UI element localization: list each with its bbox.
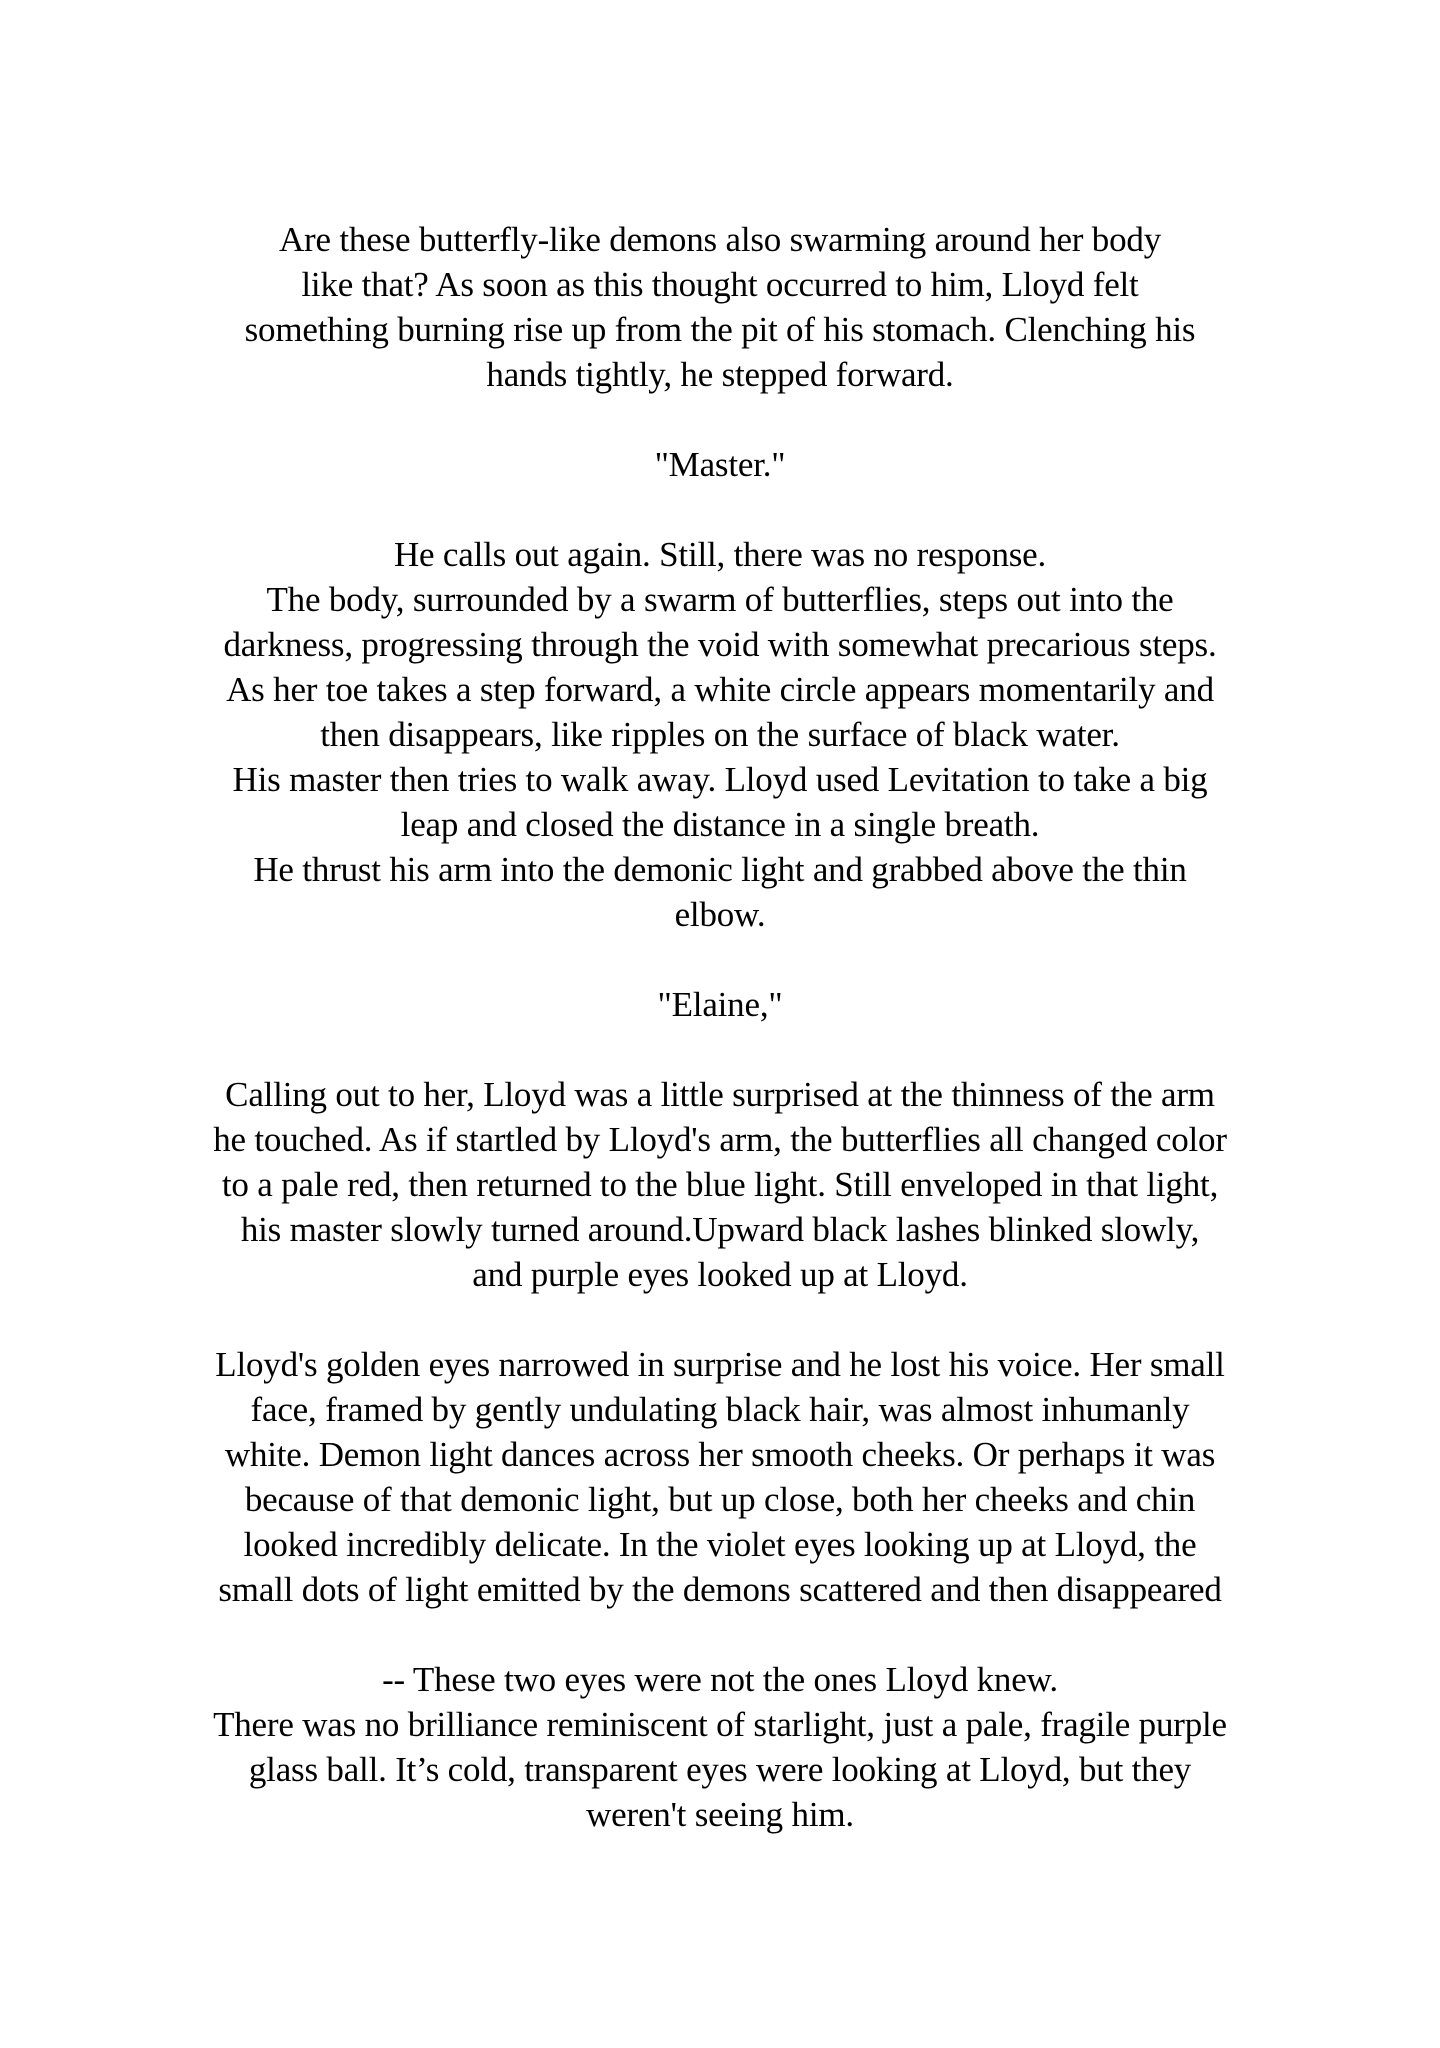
text-line: he touched. As if startled by Lloyd's arm, the butterflies all changed color xyxy=(213,1120,1227,1159)
text-line: and purple eyes looked up at Lloyd. xyxy=(472,1255,968,1294)
text-line: There was no brilliance reminiscent of starlight, just a pale, fragile purple xyxy=(213,1705,1227,1744)
text-line: "Master." xyxy=(654,445,786,484)
text-line: white. Demon light dances across her smooth cheeks. Or perhaps it was xyxy=(224,1435,1216,1474)
text-line: face, framed by gently undulating black hair, was almost inhumanly xyxy=(250,1390,1190,1429)
text-line: Lloyd's golden eyes narrowed in surprise and he lost his voice. Her small xyxy=(215,1345,1225,1384)
text-line: His master then tries to walk away. Lloyd used Levitation to take a big xyxy=(232,760,1208,799)
text-line: like that? As soon as this thought occurred to him, Lloyd felt xyxy=(301,265,1139,304)
text-line: hands tightly, he stepped forward. xyxy=(486,355,954,394)
text-line: The body, surrounded by a swarm of butterflies, steps out into the xyxy=(266,580,1174,619)
text-line: weren't seeing him. xyxy=(586,1795,854,1834)
text-line: something burning rise up from the pit of his stomach. Clenching his xyxy=(244,310,1196,349)
text-line: Are these butterfly-like demons also swarming around her body xyxy=(278,220,1161,259)
text-line: Calling out to her, Lloyd was a little surprised at the thinness of the arm xyxy=(225,1075,1215,1114)
text-line: He thrust his arm into the demonic light and grabbed above the thin xyxy=(253,850,1187,889)
text-line: -- These two eyes were not the ones Lloyd knew. xyxy=(382,1660,1058,1699)
text-line: then disappears, like ripples on the surface of black water. xyxy=(320,715,1120,754)
text-line: elbow. xyxy=(674,895,766,934)
text-line: He calls out again. Still, there was no response. xyxy=(393,535,1047,574)
text-line: small dots of light emitted by the demons scattered and then disappeared xyxy=(218,1570,1222,1609)
text-line: to a pale red, then returned to the blue light. Still enveloped in that light, xyxy=(221,1165,1219,1204)
text-line: his master slowly turned around.Upward black lashes blinked slowly, xyxy=(240,1210,1200,1249)
text-line: because of that demonic light, but up close, both her cheeks and chin xyxy=(244,1480,1196,1519)
text-line: leap and closed the distance in a single breath. xyxy=(400,805,1040,844)
text-line: looked incredibly delicate. In the violet eyes looking up at Lloyd, the xyxy=(243,1525,1197,1564)
text-line: As her toe takes a step forward, a white circle appears momentarily and xyxy=(226,670,1214,709)
text-line: "Elaine," xyxy=(657,985,783,1024)
text-line: darkness, progressing through the void with somewhat precarious steps. xyxy=(223,625,1217,664)
text-line: glass ball. It’s cold, transparent eyes were looking at Lloyd, but they xyxy=(248,1750,1192,1789)
